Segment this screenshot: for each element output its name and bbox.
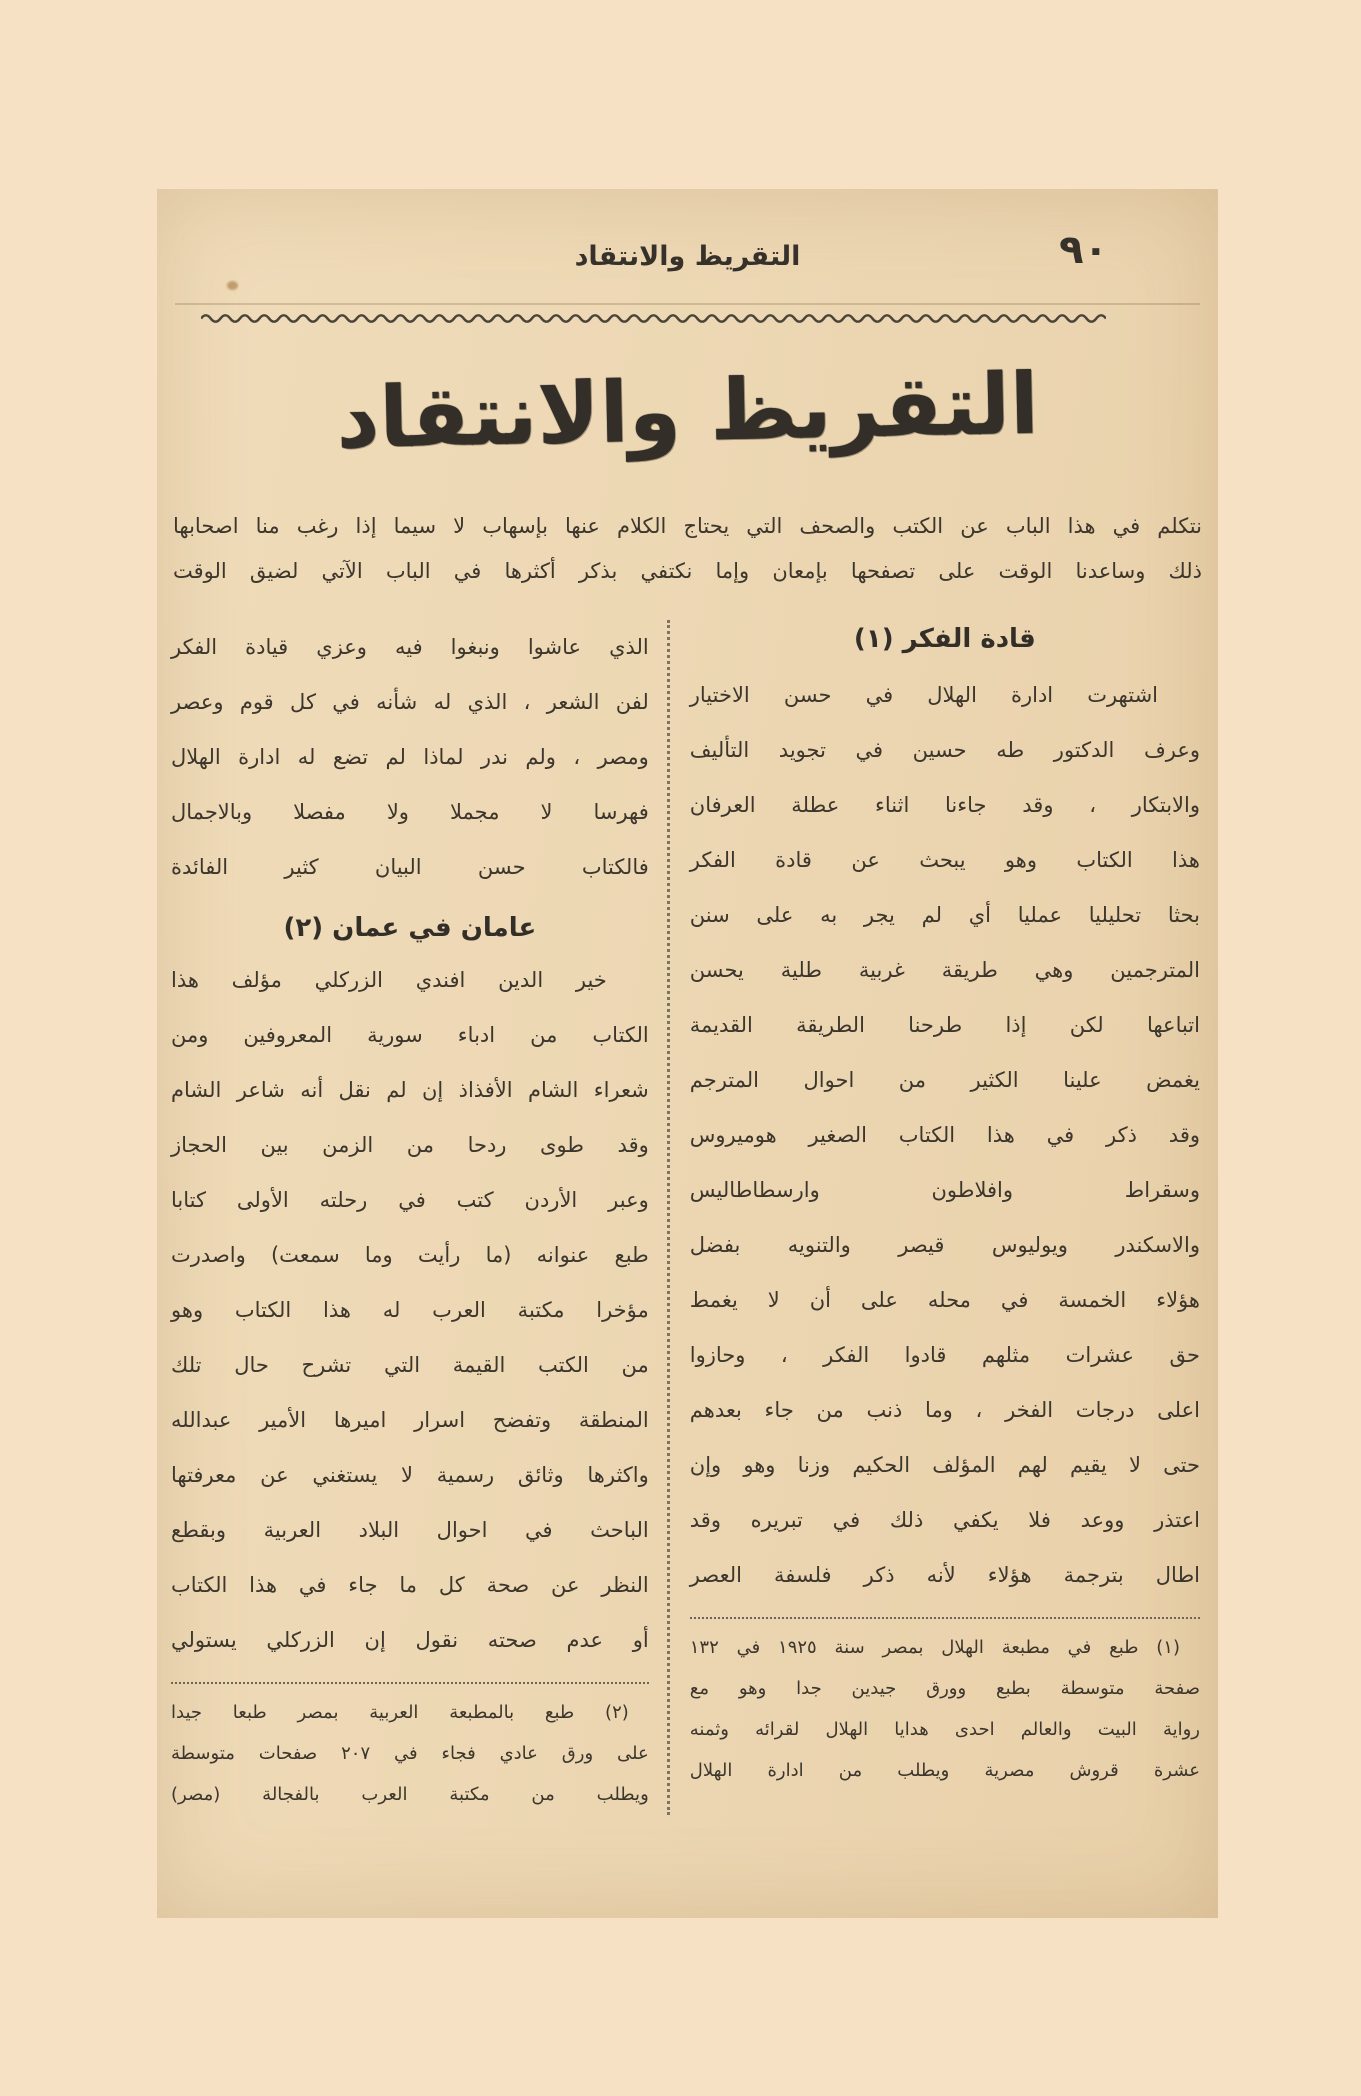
body-text-line: مؤخرا مكتبة العرب له هذا الكتاب وهو <box>171 1298 649 1322</box>
faint-rule <box>175 303 1200 305</box>
footnote-text-line: (١) طبع في مطبعة الهلال بمصر سنة ١٩٢٥ في ١٣٢ <box>689 1637 1180 1658</box>
body-text-line: وعرف الدكتور طه حسين في تجويد التأليف <box>689 738 1200 762</box>
columns <box>169 620 1206 1815</box>
body-text-line: أو عدم صحته نقول إن الزركلي يستولي <box>171 1628 649 1652</box>
footnote-divider <box>690 1617 1200 1619</box>
footnote-text-line: ويطلب من مكتبة العرب بالفجالة (مصر) <box>171 1784 649 1805</box>
section-heading-aman-fi-amman: عامان في عمان (٢) <box>283 913 537 943</box>
section-heading-qadat-alfikr: قادة الفكر (١) <box>853 624 1036 654</box>
footnote-text-line: (٢) طبع بالمطبعة العربية بمصر طبعا جيدا <box>171 1702 629 1723</box>
body-text-line: النظر عن صحة كل ما جاء في هذا الكتاب <box>171 1573 649 1597</box>
left-footnote-lines <box>171 1692 649 1815</box>
body-text-line: طبع عنوانه (ما رأيت وما سمعت) واصدرت <box>171 1243 649 1267</box>
footnote-text-line: عشرة قروش مصرية ويطلب من ادارة الهلال <box>689 1760 1200 1781</box>
body-text-line: اعلى درجات الفخر ، وما ذنب من جاء بعدهم <box>689 1398 1200 1422</box>
right-column-footnote <box>690 1617 1200 1791</box>
page-scan <box>157 189 1218 1918</box>
body-text-line: حق عشرات مثلهم قادوا الفكر ، وحازوا <box>689 1343 1200 1367</box>
body-text-line: ومصر ، ولم ندر لماذا لم تضع له ادارة الهلال <box>171 745 649 769</box>
body-text-line: الكتاب من ادباء سورية المعروفين ومن <box>171 1023 649 1047</box>
body-text-line: شعراء الشام الأفذاذ إن لم نقل أنه شاعر الشام <box>171 1078 649 1102</box>
body-text-line: والاسكندر ويوليوس قيصر والتنويه بفضل <box>689 1233 1200 1257</box>
main-title: التقريظ والانتقاد <box>335 354 1040 468</box>
body-text-line: والابتكار ، وقد جاءنا اثناء عطلة العرفان <box>689 793 1200 817</box>
footnote-divider <box>171 1682 649 1684</box>
footnote-text-line: صفحة متوسطة بطبع وورق جيدين جدا وهو مع <box>689 1678 1200 1699</box>
body-text-line: اتباعها لكن إذا طرحنا الطريقة القديمة <box>689 1013 1200 1037</box>
intro-paragraph <box>173 504 1202 594</box>
intro-line: ذلك وساعدنا الوقت على تصفحها بإمعان وإما نكتفي بذكر أكثرها في الباب الآتي لضيق الوقت <box>173 559 1202 583</box>
body-text-line: واكثرها وثائق رسمية لا يستغني عن معرفتها <box>171 1463 649 1487</box>
body-text-line: خير الدين افندي الزركلي مؤلف هذا <box>171 968 607 992</box>
right-column-body <box>690 668 1200 1603</box>
body-text-line: بحثا تحليليا عمليا أي لم يجر به على سنن <box>689 903 1200 927</box>
wavy-divider <box>201 313 1106 324</box>
page-number: ٩٠ <box>1059 227 1108 273</box>
body-text-line: فالكتاب حسن البيان كثير الفائدة <box>171 855 649 879</box>
body-text-line: الذي عاشوا ونبغوا فيه وعزي قيادة الفكر <box>171 635 649 659</box>
body-text-line: هؤلاء الخمسة في محله على أن لا يغمط <box>689 1288 1200 1312</box>
body-text-line: وعبر الأردن كتب في رحلته الأولى كتابا <box>171 1188 649 1212</box>
body-text-line: الباحث في احوال البلاد العربية وبقطع <box>171 1518 649 1542</box>
body-text-line: يغمض علينا الكثير من احوال المترجم <box>689 1068 1200 1092</box>
body-text-line: اطال بترجمة هؤلاء لأنه ذكر فلسفة العصر <box>689 1563 1200 1587</box>
column-left <box>169 620 667 1815</box>
footnote-text-line: على ورق عادي فجاء في ٢٠٧ صفحات متوسطة <box>171 1743 649 1764</box>
right-footnote-lines <box>690 1627 1200 1791</box>
left-column-body <box>171 953 649 1668</box>
body-text-line: وسقراط وافلاطون وارسطاطاليس <box>689 1178 1200 1202</box>
footnote-text-line: رواية البيت والعالم احدى هدايا الهلال لقرائه وثمنه <box>689 1719 1200 1740</box>
body-text-line: من الكتب القيمة التي تشرح حال تلك <box>171 1353 649 1377</box>
left-column-footnote <box>171 1682 649 1815</box>
body-text-line: حتى لا يقيم لهم المؤلف الحكيم وزنا وهو وإن <box>689 1453 1200 1477</box>
body-text-line: اشتهرت ادارة الهلال في حسن الاختيار <box>689 683 1158 707</box>
body-text-line: المترجمين وهي طريقة غربية طلية يحسن <box>689 958 1200 982</box>
body-text-line: هذا الكتاب وهو يبحث عن قادة الفكر <box>689 848 1200 872</box>
body-text-line: وقد طوى ردحا من الزمن بين الحجاز <box>171 1133 649 1157</box>
column-right <box>667 620 1206 1815</box>
body-text-line: وقد ذكر في هذا الكتاب الصغير هوميروس <box>689 1123 1200 1147</box>
intro-line: نتكلم في هذا الباب عن الكتب والصحف التي يحتاج الكلام عنها بإسهاب لا سيما إذا رغب منا اصحابها <box>173 514 1202 538</box>
body-text-line: لفن الشعر ، الذي له شأنه في كل قوم وعصر <box>171 690 649 714</box>
body-text-line: اعتذر ووعد فلا يكفي ذلك في تبريره وقد <box>689 1508 1200 1532</box>
left-column-continued <box>171 620 649 895</box>
running-title: التقريظ والانتقاد <box>574 241 801 272</box>
body-text-line: المنطقة وتفضح اسرار اميرها الأمير عبدالله <box>171 1408 649 1432</box>
body-text-line: فهرسا لا مجملا ولا مفصلا وبالاجمال <box>171 800 649 824</box>
page-header <box>169 227 1206 291</box>
